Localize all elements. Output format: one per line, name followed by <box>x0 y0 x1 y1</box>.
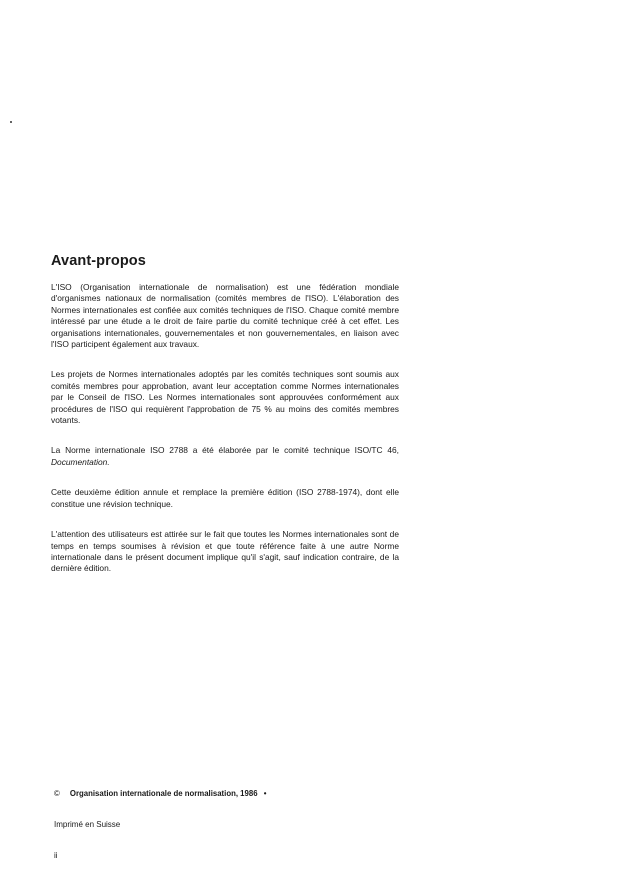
scan-speck <box>10 121 12 123</box>
committee-name: Documentation. <box>51 456 110 467</box>
copyright-text: Organisation internationale de normalisation, 1986 <box>69 789 258 798</box>
paragraph-revision-notice: L'attention des utilisateurs est attirée sur le fait que toutes les Normes internationales sont de temps en temps soumises à révision et que toute référence faite à une autre Norme internationale dans le présent document implique qu'il s'agit, sauf indication contraire, de la dernière édition. <box>51 529 399 574</box>
copyright-line <box>54 789 266 798</box>
foreword-section <box>51 253 399 575</box>
paragraph-committee <box>51 445 399 468</box>
committee-text: La Norme internationale ISO 2788 a été élaborée par le comité technique ISO/TC 46, <box>51 445 399 456</box>
page-title: Avant-propos <box>51 253 146 269</box>
copyright-symbol: © <box>54 789 60 798</box>
paragraph-approval-process: Les projets de Normes internationales adoptés par les comités techniques sont soumis aux comités membres pour approbation, avant leur acceptation comme Normes internationales par le Conseil de l'ISO. Les Normes internationales sont approuvées conformément aux procédures de l'ISO qui requièrent l'approbation de 75 % au moins des comités membres votants. <box>51 369 399 426</box>
paragraph-iso-description: L'ISO (Organisation internationale de normalisation) est une fédération mondiale d'organismes nationaux de normalisation (comités membres de l'ISO). L'élaboration des Normes internationales est confiée aux comités techniques de l'ISO. Chaque comité membre intéressé par une étude a le droit de faire partie du comité technique créé à cet effet. Les organisations internationales, gouvernementales et non gouvernementales, en liaison avec l'ISO participent également aux travaux. <box>51 282 399 350</box>
copyright-mark: • <box>263 789 267 798</box>
page-number: ii <box>54 851 58 860</box>
printed-in: Imprimé en Suisse <box>54 820 121 829</box>
paragraph-edition: Cette deuxième édition annule et remplace la première édition (ISO 2788-1974), dont elle constitue une révision technique. <box>51 487 399 509</box>
